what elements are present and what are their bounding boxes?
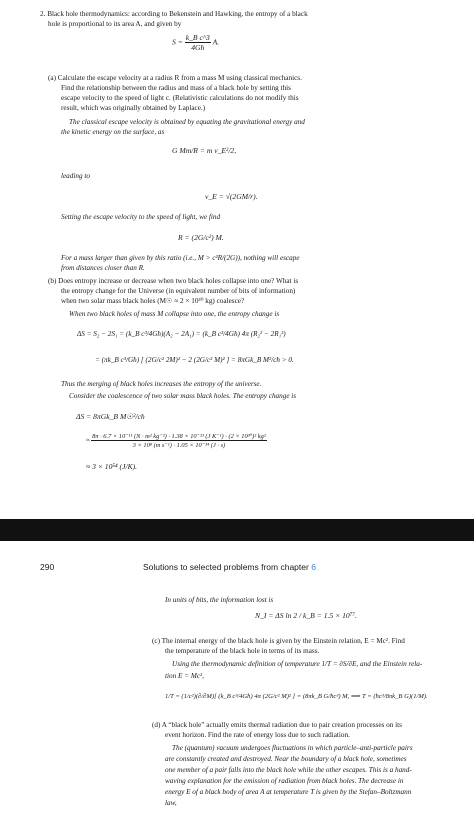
larger-mass-line-2: from distances closer than R. — [61, 264, 145, 272]
equation-temperature: 1/T = (1/c²)(∂/∂M)[ (k_B c³/4Għ) 4π (2G/c² M)² ] = (8πk_B G/ħc³) M, ⟹ T = (ħc³/8πk_B G)(1/M). — [165, 693, 428, 700]
larger-mass-line-1: For a mass larger than given by this ratio (i.e., M > c²R/(2G)), nothing will escape — [61, 254, 300, 262]
thus-text: Thus the merging of black holes increases the entropy of the universe. — [61, 380, 262, 388]
part-a-line-1: (a) Calculate the escape velocity at a radius R from a mass M using classical mechanics. — [48, 74, 302, 82]
part-d-solution-line-2: are constantly created and destroyed. Near the boundary of a black hole, sometimes — [165, 755, 407, 763]
page-number: 290 — [40, 562, 55, 572]
equation-energy: G Mm/R = m v_E²/2, — [172, 146, 237, 155]
part-b-solution-line-1: When two black holes of mass M collapse into one, the entropy change is — [69, 310, 280, 318]
equation-delta-s-1: ΔS = S₂ − 2S₁ = (k_B c³/4Għ)(A₂ − 2A₁) = (k_B c³/4Għ) 4π (R₂² − 2R₁²) — [77, 330, 286, 338]
equation-radius: R = (2G/c²) M. — [178, 233, 224, 242]
part-d-solution-line-4: waving explanation for the emission of radiation from black holes. The decrease in — [165, 777, 404, 785]
chapter-number-link[interactable]: 6 — [311, 562, 316, 572]
equation-delta-s-3: ΔS = 8πGk_B M☉²/cħ — [76, 412, 145, 421]
part-d-line-1: (d) A “black hole” actually emits thermal radiation due to pair creation processes on its — [152, 721, 402, 729]
eq-dS4-den: 3 × 10⁸ (m s⁻¹) · 1.05 × 10⁻³⁴ (J · s) — [132, 442, 226, 449]
equation-entropy — [172, 33, 219, 52]
part-b-line-3: when two solar mass black holes (M☉ ≈ 2 × 10³⁰ kg) coalesce? — [61, 297, 245, 305]
part-a-line-4: result, which was originally obtained by Laplace.) — [61, 104, 206, 112]
part-c-line-2: the temperature of the black hole in terms of its mass. — [165, 647, 320, 655]
leading-to: leading to — [61, 172, 90, 180]
part-a-solution-line-2: the kinetic energy on the surface, as — [61, 128, 165, 136]
equation-delta-s-4 — [86, 432, 267, 449]
part-d-solution-line-5: energy E of a black body of area A at temperature T is given by the Stefan–Boltzmann — [165, 788, 412, 796]
page-bottom — [0, 541, 474, 819]
part-c-solution-line-1: Using the thermodynamic definition of temperature 1/T = ∂S/∂E, and the Einstein rela- — [172, 660, 423, 668]
equation-escape-velocity: v_E = √(2GM/r). — [205, 192, 258, 201]
part-d-solution-line-3: one member of a pair falls into the black hole while the other escapes. This is a hand- — [165, 766, 412, 774]
page-separator — [0, 519, 474, 541]
part-d-line-2: event horizon. Find the rate of energy loss due to such radiation. — [165, 731, 350, 739]
equation-information: N_I = ΔS ln 2 / k_B = 1.5 × 10⁷⁷. — [255, 611, 357, 620]
part-c-solution-line-2: tion E = Mc², — [165, 672, 204, 680]
setting-text: Setting the escape velocity to the speed of light, we find — [61, 213, 221, 221]
part-a-solution-line-1: The classical escape velocity is obtained by equating the gravitational energy and — [69, 118, 305, 126]
eq-entropy-den: 4Għ — [191, 43, 205, 52]
eq-entropy-tail: A. — [212, 37, 220, 47]
q2-intro-line-2: hole is proportional to its area A, and given by — [48, 20, 182, 28]
eq-entropy-lhs: S = — [172, 37, 183, 47]
part-b-line-2: the entropy change for the Universe (in equivalent number of bits of information) — [61, 287, 296, 295]
running-head — [143, 562, 316, 572]
part-b-line-1: (b) Does entropy increase or decrease when two black holes collapse into one? What is — [48, 277, 299, 285]
equation-delta-s-2: = (πk_B c³/Għ) [ (2G/c² 2M)² − 2 (2G/c² M)² ] = 8πGk_B M²/cħ > 0. — [95, 356, 294, 364]
eq-entropy-num: k_B c^3 — [185, 33, 210, 42]
approx-sign: ≈ — [86, 436, 92, 444]
part-d-solution-line-6: law, — [165, 799, 177, 807]
equation-delta-s-5: ≈ 3 × 10⁵⁴ (J/K). — [86, 462, 138, 471]
running-head-text: Solutions to selected problems from chapter — [143, 562, 309, 572]
eq-dS4-num: 8π · 6.7 × 10⁻¹¹ (N · m² kg⁻²) · 1.38 × 10⁻²³ (J K⁻¹) · (2 × 10³⁰)² kg² — [92, 433, 266, 440]
bits-text: In units of bits, the information lost is — [165, 596, 274, 604]
q2-intro-line-1: 2. Black hole thermodynamics: according to Bekenstein and Hawking, the entropy of a black — [40, 10, 308, 18]
part-c-line-1: (c) The internal energy of the black hole is given by the Einstein relation, E = Mc². Find — [152, 637, 405, 645]
part-a-line-3: escape velocity to the speed of light c. (Relativistic calculations do not modify this — [61, 94, 299, 102]
part-a-line-2: Find the relationship between the radius and mass of a black hole by setting this — [61, 84, 291, 92]
consider-text: Consider the coalescence of two solar mass black holes. The entropy change is — [69, 392, 297, 400]
part-d-solution-line-1: The (quantum) vacuum undergoes fluctuations in which particle–anti-particle pairs — [172, 744, 413, 752]
